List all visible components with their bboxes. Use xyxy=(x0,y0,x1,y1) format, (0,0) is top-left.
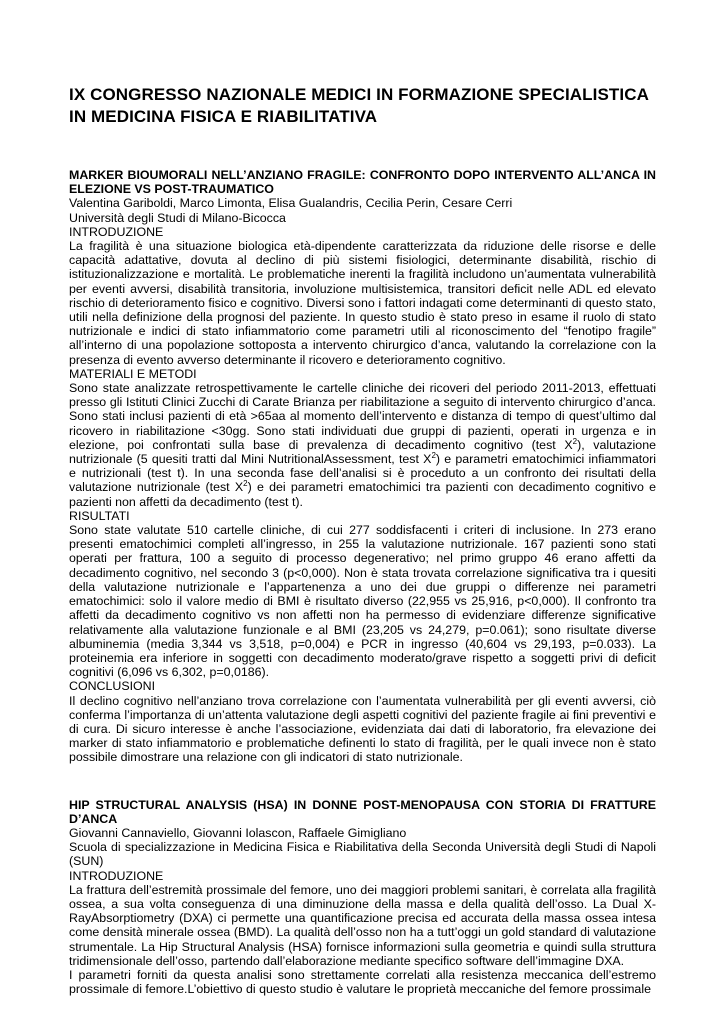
abstract-1-results-text: Sono state valutate 510 cartelle cliniche, di cui 277 soddisfacenti i criteri di inclusione. In 273 erano presenti ematochimici completi all’ingresso, in 255 la valutazione nutrizionale. 167 pazienti sono stati operati per frattura, 100 a seguito di processo degenerativo; nel primo gruppo 46 erano affetti da decadimento cognitivo, nel secondo 3 (p<0,000). Non è stata trovata correlazione significativa tra i quesiti della valutazione nutrizionale e l’appartenenza a uno dei due gruppi o differenze nei parametri ematochimici: solo il valore medio di BMI è risultato diverso (22,955 vs 25,916, p<0,000). Il confronto tra affetti da decadimento cognitivo vs non affetti non ha permesso di evidenziare differenze significative relativamente alla valutazione funzionale e al BMI (23,205 vs 24,279, p=0.061); sono risultate diverse albuminemia (media 3,344 vs 3,518, p=0,004) e PCR in ingresso (40,604 vs 29,193, p=0.033). La proteinemia era inferiore in soggetti con decadimento moderato/grave rispetto a soggetti privi di deficit cognitivi (6,096 vs 6,302, p=0,0186). xyxy=(69,523,656,680)
abstract-1-conclusions-heading: CONCLUSIONI xyxy=(69,679,156,694)
abstract-1-authors: Valentina Gariboldi, Marco Limonta, Elisa Gualandris, Cecilia Perin, Cesare Cerri xyxy=(69,196,513,211)
abstract-1-conclusions-text: Il declino cognitivo nell’anziano trova correlazione con l’aumentata vulnerabilità per gli eventi avversi, ciò conferma l’importanza di un’attenta valutazione degli aspetti cognitivi del paziente fragile ai fini preventivi e di cura. Di sicuro interesse è anche l’associazione, evidenziata dai dati di laboratorio, fra elevazione dei marker di stato infiammatorio e problematiche definenti lo stato di fragilità, per le quali invece non è stato possibile dimostrare una relazione con gli indicatori di stato nutrizionale. xyxy=(69,693,656,765)
methods-text-part-2: ), valutazione nutrizionale (5 quesiti tratti dal Mini NutritionalAssessment, test X xyxy=(69,437,656,467)
methods-text-part-3: ) e parametri ematochimici infiammatori e nutrizionali (test t). In una seconda fase dell’analisi si è proceduto a un confronto dei risultati della valutazione nutrizionale (test X xyxy=(69,452,656,495)
methods-text-part-1: Sono state analizzate retrospettivamente le cartelle cliniche dei ricoveri del periodo 2011-2013, effettuati presso gli Istituti Clinici Zucchi di Carate Brianza per riabilitazione a seguito di intervento chirurgico d’anca. Sono stati inclusi pazienti di età >65aa al momento dell’intervento e distanza di tempo di quest’ultimo dal ricovero in riabilitazione <30gg. Sono stati individuati due gruppi di pazienti, operati in urgenza e in elezione, poi confrontati sulla base di prevalenza di decadimento cognitivo (test X xyxy=(69,381,656,452)
abstract-1-intro-text: La fragilità è una situazione biologica età-dipendente caratterizzata da riduzione delle risorse e delle capacità adattative, dovuta al declino di più sistemi fisiologici, determinante disabilità, rischio di istituzionalizzazione e mortalità. Le problematiche inerenti la fragilità includono un’aumentata vulnerabilità per eventi avversi, disabilità transitoria, involuzione multisistemica, transitori deficit nelle ADL ed elevato rischio di deterioramento fisico e cognitivo. Diversi sono i fattori indagati come determinanti di questo stato, utili nella definizione della prognosi del paziente. In questo studio è stato preso in esame il ruolo di stato nutrizionale e indici di stato infiammatorio come parametri utili al riconoscimento del “fenotipo fragile” all’interno di una popolazione sottoposta a intervento chirurgico d’anca, valutando la correlazione con la presenza di evento avverso determinante il ricovero e deterioramento cognitivo. xyxy=(69,239,656,367)
superscript-2: 2 xyxy=(243,479,248,489)
document-title: IX CONGRESSO NAZIONALE MEDICI IN FORMAZIONE SPECIALISTICA IN MEDICINA FISICA E RIABILITATIVA xyxy=(69,85,649,126)
document-page xyxy=(69,84,656,996)
abstract-2-title: HIP STRUCTURAL ANALYSIS (HSA) IN DONNE POST-MENOPAUSA CON STORIA DI FRATTURE D’ANCA xyxy=(69,797,656,826)
abstract-1-results-heading: RISULTATI xyxy=(69,508,130,523)
abstract-2-intro-text-2: I parametri forniti da questa analisi sono strettamente correlati alla resistenza meccanica dell’estremo prossimale di femore.L’obiettivo di questo studio è valutare le proprietà meccaniche del femore prossimale xyxy=(69,967,656,997)
abstract-1-methods-text xyxy=(69,381,656,509)
abstract-1-affiliation: Università degli Studi di Milano-Bicocca xyxy=(69,210,286,225)
methods-text-part-4: ) e dei parametri ematochimici tra pazienti con decadimento cognitivo e pazienti non affetti da decadimento (test t). xyxy=(69,480,656,509)
abstract-2-authors: Giovanni Cannaviello, Giovanni Iolascon, Raffaele Gimigliano xyxy=(69,825,407,840)
abstract-1 xyxy=(69,168,656,765)
abstract-2-intro-heading: INTRODUZIONE xyxy=(69,868,164,883)
abstract-1-methods-heading: MATERIALI E METODI xyxy=(69,366,197,381)
superscript-2: 2 xyxy=(431,451,436,461)
abstract-2 xyxy=(69,798,656,997)
abstract-2-intro-text-1: La frattura dell’estremità prossimale del femore, uno dei maggiori problemi sanitari, è correlata alla fragilità ossea, a sua volta conseguenza di una diminuzione della massa e della qualità dell’osso. La Dual X-RayAbsorptiometry (DXA) ci permette una quantificazione precisa ed accurata della massa ossea intesa come densità minerale ossea (BMD). La qualità dell’osso non ha a tutt’oggi un gold standard di valutazione strumentale. La Hip Structural Analysis (HSA) fornisce informazioni sulla geometria e quindi sulla struttura tridimensionale dell’osso, partendo dall’elaborazione mediante specifico software dell’immagine DXA. xyxy=(69,882,656,968)
abstract-2-affiliation: Scuola di specializzazione in Medicina Fisica e Riabilitativa della Seconda Università degli Studi di Napoli (SUN) xyxy=(69,840,656,869)
superscript-2: 2 xyxy=(572,436,578,446)
abstract-1-intro-heading: INTRODUZIONE xyxy=(69,224,164,239)
abstract-1-title: MARKER BIOUMORALI NELL’ANZIANO FRAGILE: CONFRONTO DOPO INTERVENTO ALL’ANCA IN ELEZIONE VS POST-TRAUMATICO xyxy=(69,168,656,197)
